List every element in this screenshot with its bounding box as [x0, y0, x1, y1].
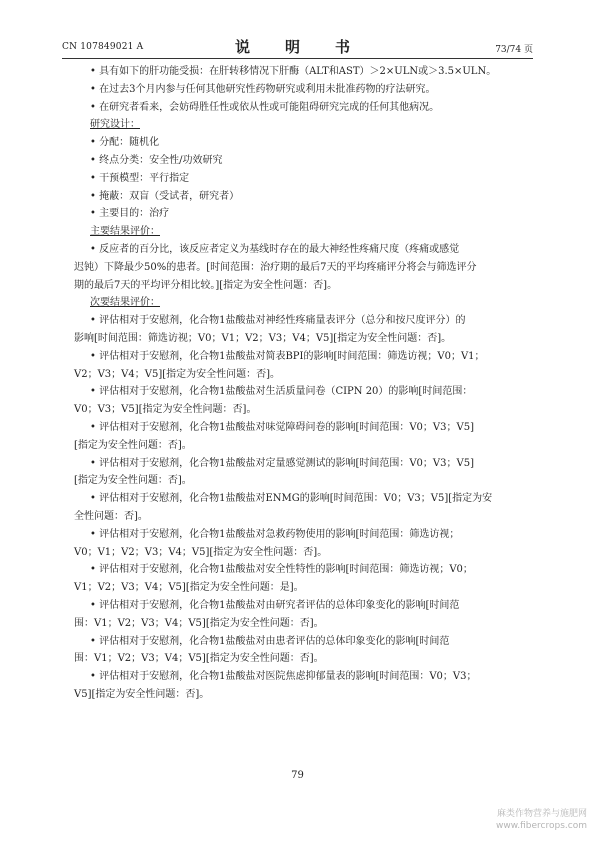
- section-heading: 次要结果评价：: [90, 297, 160, 309]
- continuation-line: V1；V2；V3；V4；V5][指定为安全性问题：是]。: [74, 582, 304, 594]
- bullet-line: • 终点分类：安全性/功效研究: [90, 154, 223, 166]
- bullet-line: • 评估相对于安慰剂，化合物1盐酸盐对味觉障碍问卷的影响[时间范围：V0；V3；V5]: [90, 421, 474, 433]
- bullet-line: • 反应者的百分比，该反应者定义为基线时存在的最大神经性疼痛尺度（疼痛或感觉: [90, 243, 460, 255]
- document-body: [74, 63, 520, 704]
- bullet-line: • 分配：随机化: [90, 137, 160, 149]
- page-header: [62, 38, 533, 58]
- bullet-line: • 干预模型：平行指定: [90, 172, 190, 184]
- continuation-line: V0；V1；V2；V3；V4；V5][指定为安全性问题：否]。: [74, 546, 328, 558]
- bullet-line: • 具有如下的肝功能受损：在肝转移情况下肝酶（ALT和AST）＞2×ULN或＞3.5×ULN。: [90, 66, 497, 77]
- continuation-line: 围：V1；V2；V3；V4；V5][指定为安全性问题：否]。: [74, 653, 324, 665]
- continuation-line: 围：V1；V2；V3；V4；V5][指定为安全性问题：否]。: [74, 617, 324, 629]
- watermark: [496, 808, 587, 832]
- watermark-line-2: www.fibercrops.com: [496, 821, 587, 831]
- continuation-line: 全性问题：否]。: [74, 510, 148, 522]
- bullet-line: • 评估相对于安慰剂，化合物1盐酸盐对生活质量问卷（CIPN 20）的影响[时间范围：: [90, 386, 473, 398]
- continuation-line: 迟钝）下降最少50%的患者。[时间范围：治疗期的最后7天的平均疼痛评分将会与筛选评分: [74, 261, 477, 273]
- continuation-line: [指定为安全性问题：否]。: [74, 439, 192, 451]
- bullet-line: • 评估相对于安慰剂，化合物1盐酸盐对急救药物使用的影响[时间范围：筛选访视；: [90, 528, 460, 540]
- watermark-line-1: 麻类作物营养与施肥网: [496, 809, 587, 819]
- header-rule: [62, 58, 533, 59]
- bullet-line: • 在过去3个月内参与任何其他研究性药物研究或利用未批准药物的疗法研究。: [90, 83, 436, 95]
- continuation-line: V2；V3；V4；V5][指定为安全性问题：否]。: [74, 368, 281, 380]
- section-heading: 研究设计：: [90, 119, 140, 131]
- continuation-line: 期的最后7天的平均评分相比较。][指定为安全性问题：否]。: [74, 279, 338, 291]
- page-count: 73/74 页: [495, 45, 533, 55]
- bullet-line: • 评估相对于安慰剂，化合物1盐酸盐对由研究者评估的总体印象变化的影响[时间范: [90, 599, 460, 611]
- bullet-line: • 评估相对于安慰剂，化合物1盐酸盐对定量感觉测试的影响[时间范围：V0；V3；V5]: [90, 457, 474, 469]
- bullet-line: • 评估相对于安慰剂，化合物1盐酸盐对简表BPI的影响[时间范围：筛选访视；V0；V1；: [90, 350, 485, 362]
- bullet-line: • 评估相对于安慰剂，化合物1盐酸盐对安全性特性的影响[时间范围：筛选访视；V0；: [90, 564, 473, 576]
- bullet-line: • 主要目的：治疗: [90, 208, 170, 220]
- bullet-line: • 评估相对于安慰剂，化合物1盐酸盐对医院焦虑抑郁量表的影响[时间范围：V0；V3；: [90, 671, 477, 683]
- continuation-line: V0；V3；V5][指定为安全性问题：否]。: [74, 404, 257, 416]
- page-number: 79: [291, 770, 304, 781]
- bullet-line: • 评估相对于安慰剂，化合物1盐酸盐对由患者评估的总体印象变化的影响[时间范: [90, 635, 450, 647]
- bullet-line: • 掩蔽：双盲（受试者，研究者）: [90, 190, 240, 202]
- document-title: 说 明 书: [234, 38, 360, 56]
- continuation-line: V5][指定为安全性问题：否]。: [74, 688, 210, 700]
- section-heading: 主要结果评价：: [90, 226, 160, 238]
- continuation-line: 影响[时间范围：筛选访视；V0；V1；V2；V3；V4；V5][指定为安全性问题：否]。: [74, 332, 452, 344]
- bullet-line: • 评估相对于安慰剂，化合物1盐酸盐对ENMG的影响[时间范围：V0；V3；V5][指定为安: [90, 493, 493, 505]
- bullet-line: • 在研究者看来，会妨碍胜任性或依从性或可能阻碍研究完成的任何其他病况。: [90, 101, 440, 113]
- patent-number: CN 107849021 A: [62, 42, 144, 52]
- bullet-line: • 评估相对于安慰剂，化合物1盐酸盐对神经性疼痛量表评分（总分和按尺度评分）的: [90, 315, 466, 327]
- continuation-line: [指定为安全性问题：否]。: [74, 475, 192, 487]
